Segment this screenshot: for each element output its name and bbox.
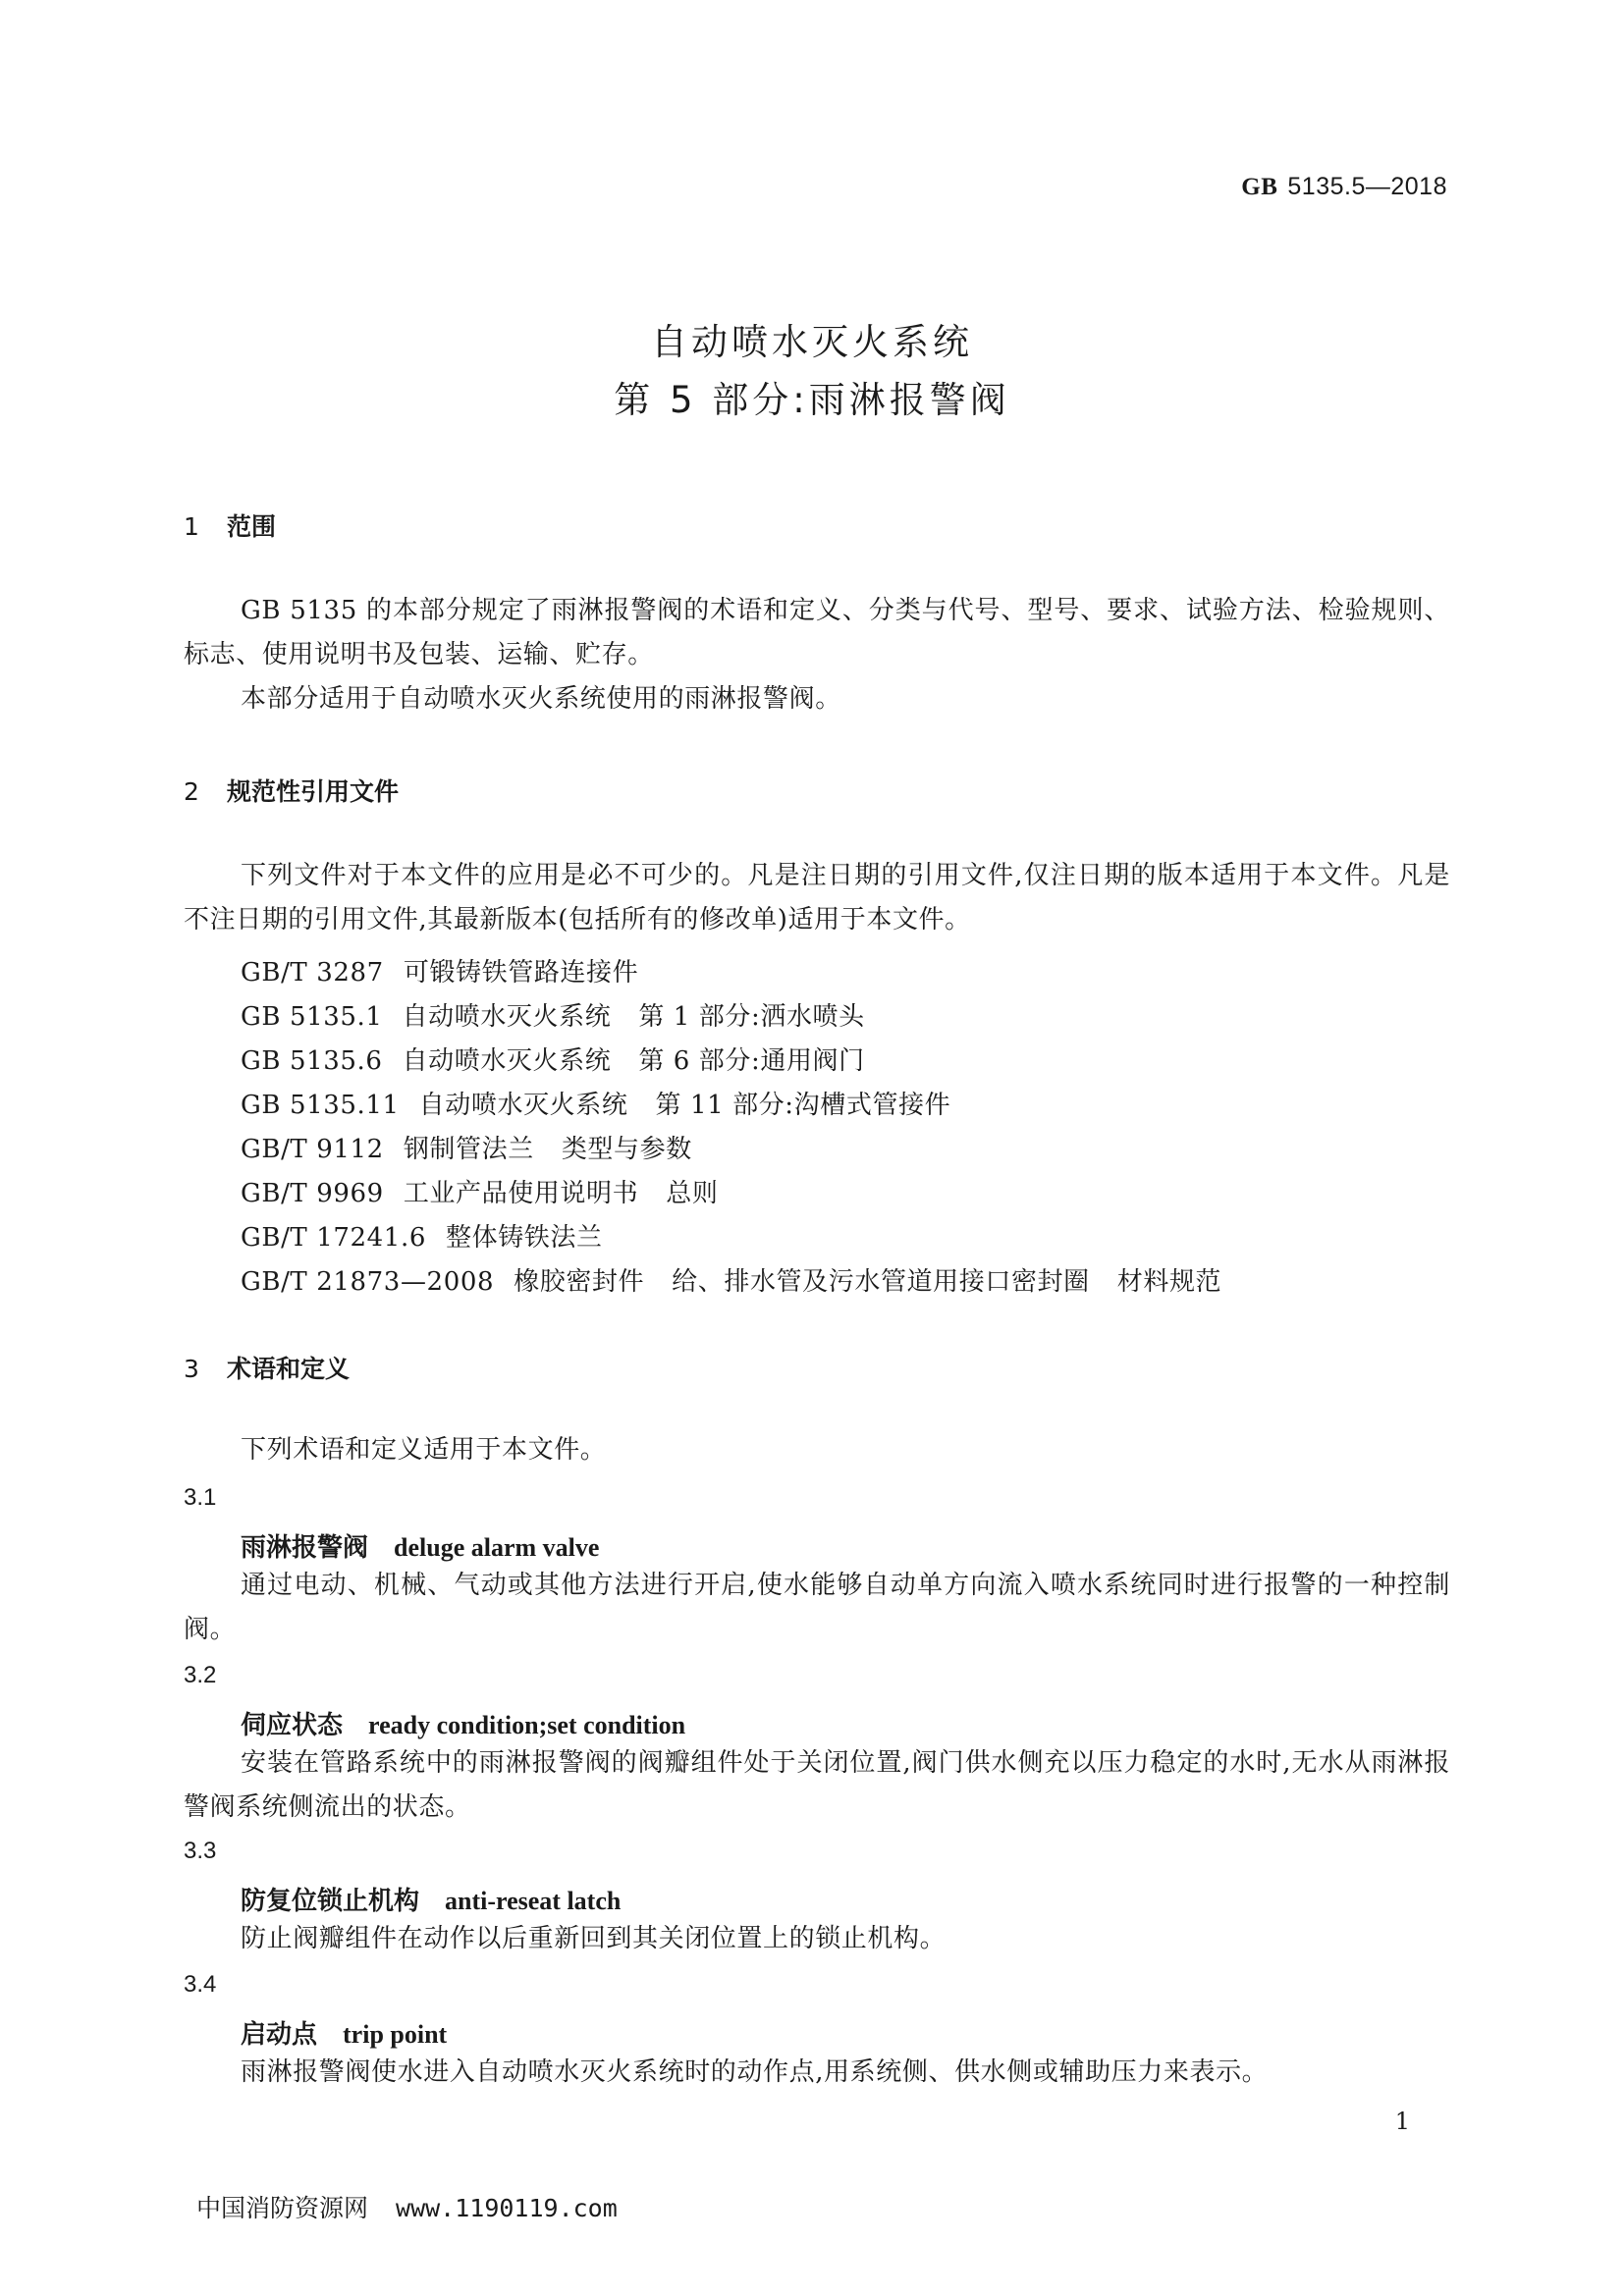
term-number: 3.4: [184, 1971, 217, 1998]
reference-part: 类型与参数: [561, 1135, 692, 1164]
term-name-en: ready condition;set condition: [368, 1711, 686, 1739]
reference-item: [241, 1129, 692, 1165]
footer-site-name: 中国消防资源网: [196, 2194, 369, 2222]
term-name-zh: 防复位锁止机构: [241, 1887, 420, 1916]
term-name-en: deluge alarm valve: [394, 1533, 600, 1562]
standard-code: [1241, 173, 1447, 201]
term-definition: 通过电动、机械、气动或其他方法进行开启,使水能够自动单方向流入喷水系统同时进行报警的一种控制阀。: [184, 1571, 1450, 1644]
standard-code-number: 5135.5—2018: [1287, 173, 1447, 200]
term-name: [241, 1527, 599, 1564]
term-definition: 安装在管路系统中的雨淋报警阀的阀瓣组件处于关闭位置,阀门供水侧充以压力稳定的水时,无水从雨淋报警阀系统侧流出的状态。: [184, 1748, 1450, 1822]
references-intro-paragraph: 下列文件对于本文件的应用是必不可少的。凡是注日期的引用文件,仅注日期的版本适用于本文件。凡是不注日期的引用文件,其最新版本(包括所有的修改单)适用于本文件。: [184, 861, 1450, 934]
reference-code: GB/T 17241.6: [241, 1223, 426, 1253]
term-name-zh: 启动点: [241, 2020, 318, 2050]
reference-item: [241, 1217, 630, 1254]
reference-title: 自动喷水灭火系统: [402, 1002, 612, 1032]
reference-title: 可锻铸铁管路连接件: [403, 958, 639, 988]
section-title: 术语和定义: [227, 1355, 351, 1383]
footer-watermark: [196, 2189, 618, 2224]
reference-item: [241, 1173, 718, 1209]
standard-code-prefix: GB: [1241, 174, 1278, 200]
term-name-en: trip point: [343, 2020, 448, 2049]
reference-code: GB/T 21873—2008: [241, 1267, 495, 1297]
term-name-zh: 伺应状态: [241, 1711, 344, 1740]
section-number: 1: [184, 512, 199, 541]
document-subtitle: 第 5 部分:雨淋报警阀: [614, 379, 1010, 421]
reference-part: 第 11 部分:沟槽式管接件: [655, 1091, 951, 1120]
reference-title: 自动喷水灭火系统: [418, 1091, 628, 1120]
term-definition: 雨淋报警阀使水进入自动喷水灭火系统时的动作点,用系统侧、供水侧或辅助压力来表示。: [241, 2057, 1269, 2087]
reference-title: 橡胶密封件: [514, 1267, 645, 1297]
reference-code: GB/T 9969: [241, 1179, 384, 1208]
page-number: 1: [1394, 2108, 1410, 2135]
reference-title: 钢制管法兰: [403, 1135, 534, 1164]
reference-part: 总则: [666, 1179, 719, 1208]
terms-intro-paragraph: 下列术语和定义适用于本文件。: [241, 1435, 607, 1465]
footer-url: www.1190119.com: [396, 2194, 618, 2222]
section-number: 3: [184, 1355, 199, 1383]
term-name-en: anti-reseat latch: [445, 1887, 622, 1915]
term-number: 3.2: [184, 1662, 217, 1688]
reference-title: 整体铸铁法兰: [445, 1223, 603, 1253]
reference-item: [241, 1085, 950, 1121]
section-heading-terms-definitions: [184, 1350, 350, 1385]
reference-item: [241, 1261, 1221, 1298]
term-name: [241, 1881, 621, 1917]
reference-code: GB 5135.1: [241, 1002, 383, 1032]
term-number: 3.3: [184, 1838, 217, 1864]
reference-item: [241, 952, 666, 988]
section-title: 规范性引用文件: [227, 777, 400, 806]
reference-code: GB/T 9112: [241, 1135, 384, 1164]
reference-part: 第 6 部分:通用阀门: [638, 1046, 865, 1076]
reference-title: 工业产品使用说明书: [403, 1179, 639, 1208]
scope-paragraph-1: GB 5135 的本部分规定了雨淋报警阀的术语和定义、分类与代号、型号、要求、试验方法、检验规则、标志、使用说明书及包装、运输、贮存。: [184, 596, 1450, 669]
scope-paragraph-2: 本部分适用于自动喷水灭火系统使用的雨淋报警阀。: [241, 684, 841, 714]
term-name-zh: 雨淋报警阀: [241, 1533, 369, 1563]
reference-part: 第 1 部分:洒水喷头: [638, 1002, 865, 1032]
reference-code: GB 5135.6: [241, 1046, 383, 1076]
term-name: [241, 1705, 685, 1741]
reference-item: [241, 996, 865, 1033]
reference-item: [241, 1041, 865, 1077]
term-name: [241, 2014, 447, 2051]
section-heading-scope: [184, 507, 276, 543]
reference-code: GB/T 3287: [241, 958, 384, 988]
reference-title: 自动喷水灭火系统: [402, 1046, 612, 1076]
reference-part: 给、排水管及污水管道用接口密封圈: [672, 1267, 1090, 1297]
reference-code: GB 5135.11: [241, 1091, 400, 1120]
term-definition: 防止阀瓣组件在动作以后重新回到其关闭位置上的锁止机构。: [241, 1924, 947, 1953]
section-number: 2: [184, 777, 199, 806]
section-heading-normative-references: [184, 773, 399, 808]
document-title: 自动喷水灭火系统: [651, 321, 973, 363]
reference-extra: 材料规范: [1116, 1267, 1222, 1297]
term-number: 3.1: [184, 1484, 217, 1511]
section-title: 范围: [227, 512, 277, 541]
